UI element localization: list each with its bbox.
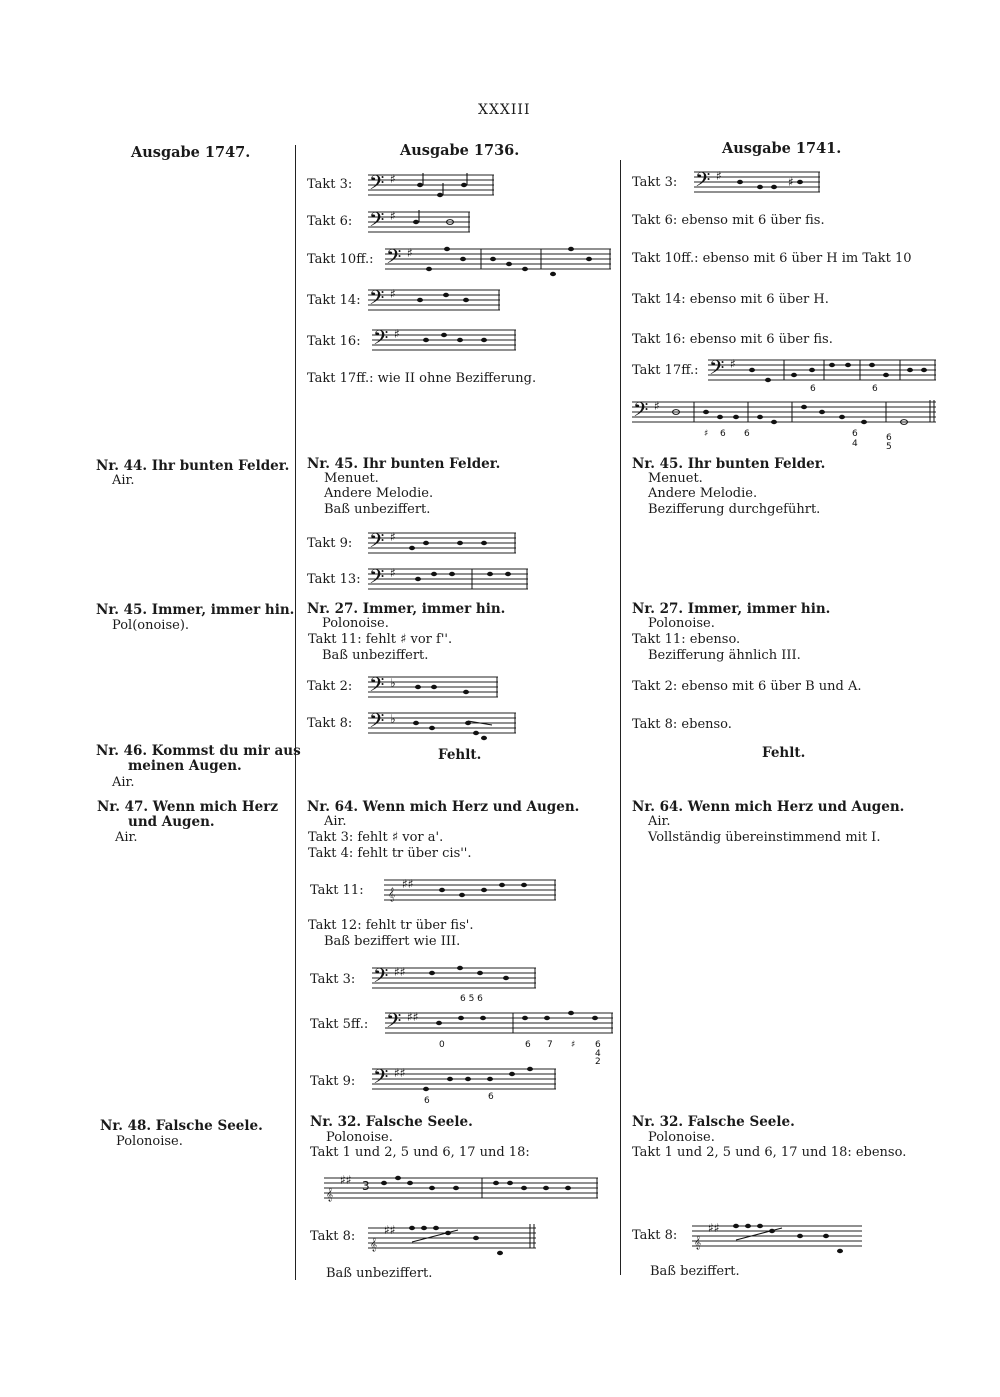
figured-bass-6i: 6: [852, 429, 858, 439]
music-example-1741-takt3: [694, 168, 822, 198]
entry-1736-nr45-line3: Baß unbeziffert.: [324, 502, 431, 517]
entry-1741-nr32-line1: Polonoise.: [648, 1130, 715, 1145]
music-example-1736-nr64-takt3: [372, 962, 538, 1006]
entry-1741-nr27-line2: Takt 11: ebenso.: [632, 632, 741, 647]
entry-1736-nr64-line1: Air.: [324, 814, 347, 829]
takt-1741-6-text: Takt 6: ebenso mit 6 über fis.: [632, 213, 825, 228]
takt-1736-14-label: Takt 14:: [307, 293, 361, 308]
takt-1736-nr32-8-label: Takt 8:: [310, 1229, 356, 1244]
figured-bass-6g: 6: [720, 429, 726, 439]
figured-bass-6b: 6: [595, 1040, 601, 1050]
svg-text:♭: ♭: [390, 676, 396, 690]
music-example-1736-takt16: [372, 326, 518, 356]
figured-bass: 6 5 6: [460, 994, 483, 1004]
takt-1741-16-text: Takt 16: ebenso mit 6 über fis.: [632, 332, 833, 347]
figured-bass-4b: 4: [852, 439, 858, 449]
svg-text:𝄢: 𝄢: [373, 326, 389, 354]
fehlt-1736: Fehlt.: [438, 747, 482, 763]
svg-text:𝄢: 𝄢: [695, 168, 711, 196]
svg-text:𝄢: 𝄢: [369, 673, 385, 701]
entry-1741-nr27-title: Nr. 27. Immer, immer hin.: [632, 601, 831, 617]
entry-1747-nr44-sub: Air.: [112, 473, 135, 488]
entry-1736-nr27-line3: Baß unbeziffert.: [322, 648, 429, 663]
entry-1741-nr45-line3: Bezifferung durchgeführt.: [648, 502, 821, 517]
figured-bass-0: 0: [439, 1040, 445, 1050]
figured-bass-7: 7: [547, 1040, 553, 1050]
svg-text:♯: ♯: [390, 287, 396, 301]
entry-1741-nr45-title: Nr. 45. Ihr bunten Felder.: [632, 456, 826, 472]
svg-text:𝄢: 𝄢: [369, 565, 385, 593]
takt-1736-10-label: Takt 10ff.:: [307, 252, 374, 267]
entry-1741-nr27-line1: Polonoise.: [648, 616, 715, 631]
takt-1736-3-label: Takt 3:: [307, 177, 353, 192]
svg-text:♯: ♯: [390, 172, 396, 186]
svg-text:♯: ♯: [407, 246, 413, 260]
music-example-1736-nr45-takt9: [368, 529, 518, 559]
svg-text:♯: ♯: [730, 357, 736, 371]
svg-text:3: 3: [362, 1179, 370, 1193]
entry-1736-nr32-title: Nr. 32. Falsche Seele.: [310, 1114, 473, 1130]
takt-1736-16-label: Takt 16:: [307, 334, 361, 349]
svg-text:♯: ♯: [394, 327, 400, 341]
svg-text:♯: ♯: [390, 530, 396, 544]
entry-1741-nr45-line1: Menuet.: [648, 471, 703, 486]
entry-1736-nr45-title: Nr. 45. Ihr bunten Felder.: [307, 456, 501, 472]
figured-bass-2: 2: [595, 1057, 601, 1067]
entry-1741-nr45-line2: Andere Melodie.: [648, 486, 758, 501]
entry-1736-nr64-line3: Takt 4: fehlt tr über cis''.: [308, 846, 472, 861]
entry-1736-nr32-line1: Polonoise.: [326, 1130, 393, 1145]
entry-1741-nr64-line1: Air.: [648, 814, 671, 829]
music-example-1736-takt14: [368, 286, 502, 316]
music-example-1736-takt10: [385, 245, 615, 277]
staff-lines: [708, 360, 936, 380]
svg-text:𝄢: 𝄢: [386, 245, 402, 273]
takt-1736-nr64-3-label: Takt 3:: [310, 972, 356, 987]
takt-1741-3-label: Takt 3:: [632, 175, 678, 190]
takt-1736-nr45-13-label: Takt 13:: [307, 572, 361, 587]
music-example-1736-takt3: [368, 171, 496, 201]
svg-text:♯: ♯: [788, 175, 794, 189]
takt-1736-nr27-8-label: Takt 8:: [307, 716, 353, 731]
bass-clef-icon: 𝄢: [369, 171, 385, 199]
svg-text:𝄢: 𝄢: [369, 529, 385, 557]
takt-1736-nr27-2-label: Takt 2:: [307, 679, 353, 694]
svg-text:♯♯: ♯♯: [708, 1221, 720, 1235]
figured-bass-6d: 6: [488, 1092, 494, 1102]
music-example-1736-nr27-takt2: [368, 673, 500, 703]
entry-1736-nr64-title: Nr. 64. Wenn mich Herz und Augen.: [307, 799, 580, 815]
svg-text:♯: ♯: [390, 209, 396, 223]
entry-1736-nr45-line2: Andere Melodie.: [324, 486, 434, 501]
entry-1736-nr45-line1: Menuet.: [324, 471, 379, 486]
music-example-1736-nr45-takt13: [368, 565, 530, 595]
entry-1741-nr32-title: Nr. 32. Falsche Seele.: [632, 1114, 795, 1130]
entry-1741-nr64-title: Nr. 64. Wenn mich Herz und Augen.: [632, 799, 905, 815]
svg-text:𝄢: 𝄢: [373, 1065, 389, 1093]
takt-1736-6-label: Takt 6:: [307, 214, 353, 229]
svg-text:𝄢: 𝄢: [369, 709, 385, 737]
svg-text:𝄞: 𝄞: [694, 1235, 702, 1249]
music-example-1736-nr32-takt1: [324, 1166, 600, 1210]
entry-1747-nr48-sub: Polonoise.: [116, 1134, 183, 1149]
svg-text:♯♯: ♯♯: [407, 1010, 419, 1024]
entry-1747-nr45-sub: Pol(onoise).: [112, 618, 190, 633]
takt-1736-nr64-5-label: Takt 5ff.:: [310, 1017, 369, 1032]
entry-1747-nr47-title-a: Nr. 47. Wenn mich Herz: [97, 799, 279, 815]
figured-bass-6: 6: [525, 1040, 531, 1050]
figured-bass-6f: 6: [872, 384, 878, 394]
figured-bass-4: 4: [595, 1049, 601, 1059]
entry-1736-nr27-line2: Takt 11: fehlt ♯ vor f''.: [308, 632, 453, 647]
svg-text:𝄢: 𝄢: [709, 356, 725, 384]
figured-bass-sharp-b: ♯: [704, 429, 709, 439]
entry-1736-nr27-title: Nr. 27. Immer, immer hin.: [307, 601, 506, 617]
entry-1736-nr32-line2: Takt 1 und 2, 5 und 6, 17 und 18:: [310, 1145, 530, 1160]
staff-lines: [368, 290, 500, 310]
entry-1747-nr48-title: Nr. 48. Falsche Seele.: [100, 1118, 263, 1134]
music-example-1741-takt17-line2: [632, 396, 938, 452]
svg-text:♯♯: ♯♯: [384, 1223, 396, 1237]
page-number: XXXIII: [478, 102, 531, 118]
takt-1736-nr64-9-label: Takt 9:: [310, 1074, 356, 1089]
svg-text:♭: ♭: [390, 712, 396, 726]
figured-bass-6j: 6: [886, 433, 892, 443]
svg-text:𝄞: 𝄞: [388, 887, 396, 901]
entry-1736-nr64-line4: Takt 12: fehlt tr über fis'.: [308, 918, 474, 933]
svg-text:♯: ♯: [654, 399, 660, 413]
svg-text:♯♯: ♯♯: [394, 965, 406, 979]
music-example-1736-nr64-takt9: [372, 1063, 558, 1105]
entry-1736-nr27-line1: Polonoise.: [322, 616, 389, 631]
takt-1736-17-text: Takt 17ff.: wie II ohne Bezifferung.: [307, 371, 537, 386]
entry-1747-nr44-title: Nr. 44. Ihr bunten Felder.: [96, 458, 290, 474]
music-example-1741-nr32-takt8: [692, 1214, 864, 1260]
svg-text:𝄞: 𝄞: [326, 1187, 334, 1201]
takt-1741-10-text: Takt 10ff.: ebenso mit 6 über H im Takt 10: [632, 251, 912, 266]
entry-1736-nr32-line3: Baß unbeziffert.: [326, 1266, 433, 1281]
entry-1741-nr27-line3: Bezifferung ähnlich III.: [648, 648, 801, 663]
entry-1741-nr64-line2: Vollständig übereinstimmend mit I.: [648, 830, 881, 845]
column-heading-1736: Ausgabe 1736.: [400, 142, 520, 159]
figured-bass-6c: 6: [424, 1096, 430, 1106]
takt-1741-nr27-2-text: Takt 2: ebenso mit 6 über B und A.: [632, 679, 862, 694]
figured-bass-6e: 6: [810, 384, 816, 394]
svg-text:𝄢: 𝄢: [633, 398, 649, 426]
svg-text:♯♯: ♯♯: [402, 877, 414, 891]
takt-1736-nr64-11-label: Takt 11:: [310, 883, 364, 898]
column-divider-left: [295, 145, 296, 1280]
entry-1741-nr32-line2: Takt 1 und 2, 5 und 6, 17 und 18: ebenso.: [632, 1145, 907, 1160]
takt-1741-nr27-8-text: Takt 8: ebenso.: [632, 717, 732, 732]
entry-1747-nr46-title-a: Nr. 46. Kommst du mir aus: [96, 743, 301, 759]
music-example-1741-takt17-line1: [708, 354, 938, 394]
staff-lines: [385, 1013, 613, 1033]
figured-bass-6h: 6: [744, 429, 750, 439]
entry-1736-nr64-line5: Baß beziffert wie III.: [324, 934, 461, 949]
music-example-1736-nr64-takt5: [385, 1007, 615, 1065]
entry-1747-nr46-sub: Air.: [112, 775, 135, 790]
entry-1741-nr32-line3: Baß beziffert.: [650, 1264, 740, 1279]
staff-lines: [368, 175, 494, 195]
svg-text:𝄢: 𝄢: [386, 1009, 402, 1037]
figured-bass-sharp: ♯: [571, 1040, 576, 1050]
music-example-1736-nr32-takt8: [368, 1216, 542, 1260]
figured-bass-5: 5: [886, 442, 892, 452]
staff-lines: [632, 402, 936, 422]
svg-text:𝄞: 𝄞: [370, 1237, 378, 1251]
staff-lines: [385, 249, 611, 269]
music-example-1736-nr27-takt8: [368, 709, 518, 743]
fehlt-1741: Fehlt.: [762, 745, 806, 761]
entry-1736-nr64-line2: Takt 3: fehlt ♯ vor a'.: [308, 830, 444, 845]
svg-text:𝄢: 𝄢: [369, 286, 385, 314]
svg-text:♯: ♯: [390, 566, 396, 580]
column-divider-right: [620, 160, 621, 1275]
svg-text:♯: ♯: [716, 169, 722, 183]
svg-text:♯♯: ♯♯: [340, 1173, 352, 1187]
takt-1741-nr32-8-label: Takt 8:: [632, 1228, 678, 1243]
takt-1741-17-label: Takt 17ff.:: [632, 363, 699, 378]
entry-1747-nr47-sub: Air.: [115, 830, 138, 845]
column-heading-1741: Ausgabe 1741.: [722, 140, 842, 157]
svg-text:𝄢: 𝄢: [369, 208, 385, 236]
entry-1747-nr46-title-b: meinen Augen.: [128, 758, 242, 774]
takt-1736-nr45-9-label: Takt 9:: [307, 536, 353, 551]
takt-1741-14-text: Takt 14: ebenso mit 6 über H.: [632, 292, 829, 307]
music-example-1736-nr64-takt11: [384, 872, 558, 908]
entry-1747-nr45-title: Nr. 45. Immer, immer hin.: [96, 602, 295, 618]
column-heading-1747: Ausgabe 1747.: [131, 144, 251, 161]
svg-text:𝄢: 𝄢: [373, 964, 389, 992]
svg-text:♯♯: ♯♯: [394, 1066, 406, 1080]
entry-1747-nr47-title-b: und Augen.: [128, 814, 215, 830]
music-example-1736-takt6: [368, 208, 472, 238]
